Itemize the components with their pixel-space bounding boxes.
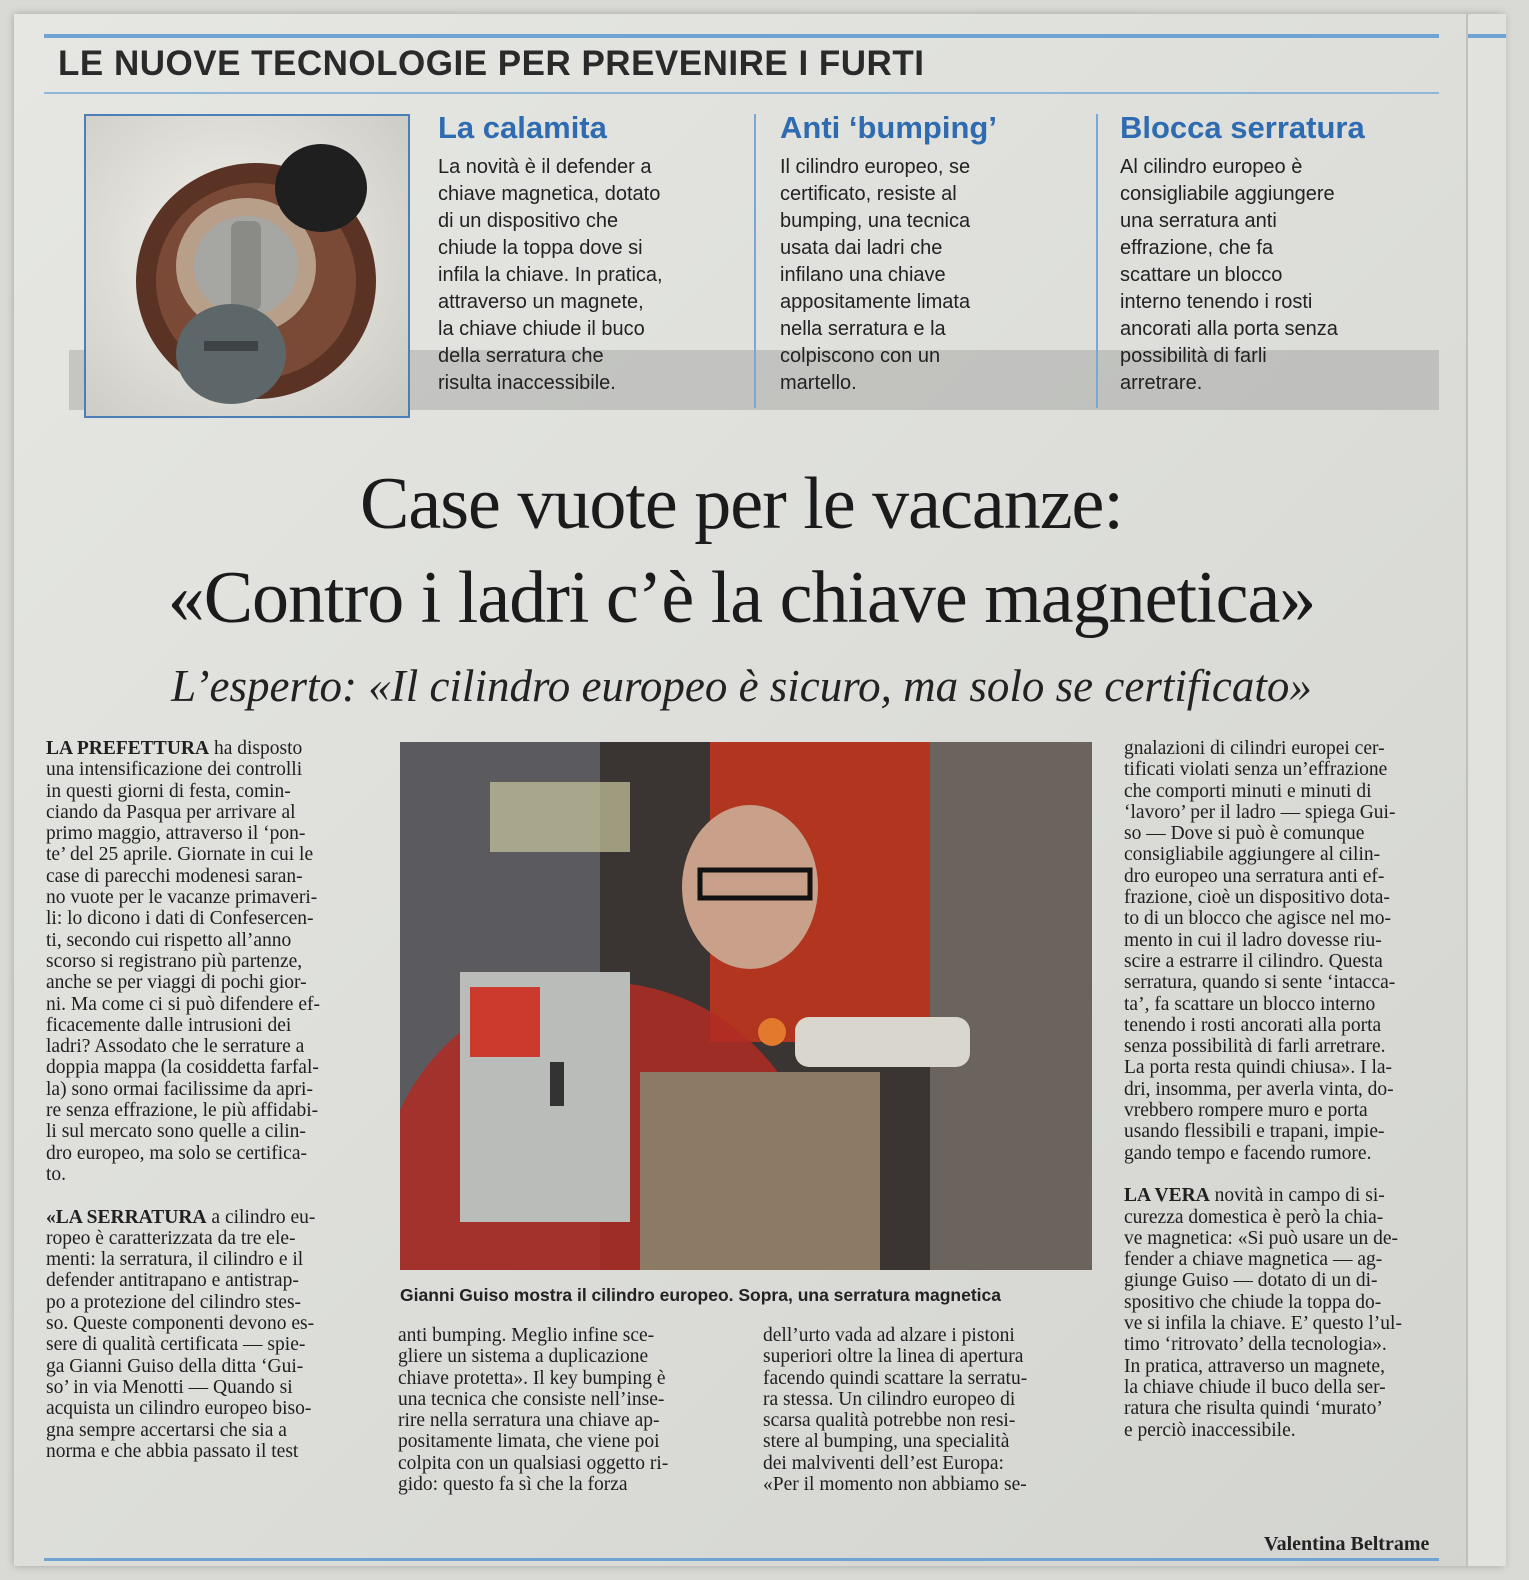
headline-line-2: «Contro i ladri c’è la chiave magnetica» xyxy=(167,557,1316,639)
photo-caption: Gianni Guiso mostra il cilindro europeo. Sopra, una serratura magnetica xyxy=(400,1285,1001,1305)
box-heading: Blocca serratura xyxy=(1120,110,1365,145)
lead-word: «LA SERRATURA xyxy=(46,1206,207,1228)
article-photo xyxy=(400,742,1092,1270)
box-text: Al cilindro europeo è consigliabile aggiungere una serratura anti effrazione, che fa scattare un blocco interno tenendo i rosti ancorati alla porta senza possibilità di farli arretrare. xyxy=(1120,156,1338,394)
box-heading: La calamita xyxy=(438,110,607,145)
top-rule xyxy=(44,34,1439,38)
adjacent-rule xyxy=(1468,34,1506,38)
box-text: La novità è il defender a chiave magnetica, dotato di un dispositivo che chiude la toppa dove si infila la chiave. In pratica, attraverso un magnete, la chiave chiude il buco della serratura che risulta inaccessibile. xyxy=(438,156,663,394)
article-column-3: dell’urto vada ad alzare i pistoni superiori oltre la linea di apertura facendo quindi scattare la serratu- ra stessa. Un cilindro europeo di scarsa qualità potrebbe non resi- stere al bumping, una specialità dei malviventi dell’est Europa: «Per il momento non abbiamo se- xyxy=(763,1325,1028,1496)
article-column-2: anti bumping. Meglio infine sce- gliere un sistema a duplicazione chiave protetta». Il key bumping è una tecnica che consiste nell’inse- rire nella serratura una chiave ap- positamente limata, che viene poi colpita con un qualsiasi oggetto ri- gido: questo fa sì che la forza xyxy=(398,1325,669,1496)
section-title: LE NUOVE TECNOLOGIE PER PREVENIRE I FURTI xyxy=(58,44,925,83)
adjacent-page-edge xyxy=(1466,14,1506,1566)
box-anti-bumping xyxy=(780,110,1080,410)
lead-word: LA PREFETTURA xyxy=(46,738,210,759)
box-text: Il cilindro europeo, se certificato, resiste al bumping, una tecnica usata dai ladri che infilano una chiave appositamente limata nella serratura e la colpiscono con un martello. xyxy=(780,156,971,394)
box-blocca-serratura xyxy=(1120,110,1420,410)
subheadline: L’esperto: «Il cilindro europeo è sicuro, ma solo se certificato» xyxy=(171,661,1312,711)
lead-word: LA VERA xyxy=(1124,1185,1210,1207)
box-heading: Anti ‘bumping’ xyxy=(780,110,997,145)
box-calamita xyxy=(438,110,738,410)
section-rule xyxy=(44,92,1439,94)
author-byline: Valentina Beltrame xyxy=(1264,1533,1430,1555)
column-divider xyxy=(754,114,756,408)
article-column-1 xyxy=(46,738,380,1462)
paragraph: gnalazioni di cilindri europei cer- tificati violati senza un’effrazione che comporti minuti e minuti di ‘lavoro’ per il ladro — spiega Gui- so — Dove si può è comunque consigliabile aggiungere al cilin- dro europeo una serratura anti ef- frazione, cioè un dispositivo dota- to di un blocco che agisce nel mo- mento in cui il ladro dovesse riu- scire a estrarre il cilindro. Questa serratura, quando si sente ‘intacca- ta’, fa scattare un blocco interno tenendo i rosti ancorati alla porta senza possibilità di farli arretrare. La porta resta quindi chiusa». I la- dri, insomma, per averla vinta, do- vrebbero rompere muro e porta usando flessibili e trapani, impie- gando tempo e facendo rumore. xyxy=(1124,738,1396,1164)
paragraph: ha disposto una intensificazione dei controlli in questi giorni di festa, comin- ciando da Pasqua per arrivare al primo maggio, attraverso il ‘pon- te’ del 25 aprile. Giornate in cui le case di parecchi modenesi saran- no vuote per le vacanze primaveri- li: lo dicono i dati di Confesercen- ti, secondo cui rispetto all’anno scorso si registrano più partenze, anche se per viaggi di pochi gior- ni. Ma come ci si può difendere ef- ficacemente dalle intrusioni dei ladri? Assodato che le serrature a doppia mappa (la cosiddetta farfal- la) sono ormai facilissime da apri- re senza effrazione, le più affidabi- li sul mercato sono quelle a cilin- dro europeo, ma solo se certifica- to. xyxy=(46,738,320,1185)
magnetic-lock-photo xyxy=(84,114,410,418)
headline-line-1: Case vuote per le vacanze: xyxy=(360,463,1123,545)
info-boxes xyxy=(44,100,1439,420)
bottom-rule xyxy=(44,1558,1439,1561)
column-divider xyxy=(1096,114,1098,408)
paragraph: a cilindro eu- ropeo è caratterizzata da tre ele- menti: la serratura, il cilindro e il defender antitrapano e antistrap- po a protezione del cilindro stes- so. Queste componenti devono es- sere di qualità certificata — spie- ga Gianni Guiso della ditta ‘Gui- so’ in via Menotti — Quando si acquista un cilindro europeo biso- gna sempre accertarsi che sia a norma e che abbia passato il test xyxy=(46,1206,316,1462)
lock-illustration xyxy=(86,116,408,416)
paragraph: novità in campo di si- curezza domestica è però la chia- ve magnetica: «Si può usare un de- fender a chiave magnetica — ag- giunge Guiso — dotato di un di- spositivo che chiude la toppa do- ve si infila la chiave. E’ questo l’ul- timo ‘ritrovato’ della tecnologia». In pratica, attraverso un magnete, la chiave chiude il buco della ser- ratura che risulta quindi ‘murato’ e perciò inaccessibile. xyxy=(1124,1185,1402,1441)
photo-illustration xyxy=(400,742,1092,1270)
article-column-4 xyxy=(1124,738,1460,1441)
